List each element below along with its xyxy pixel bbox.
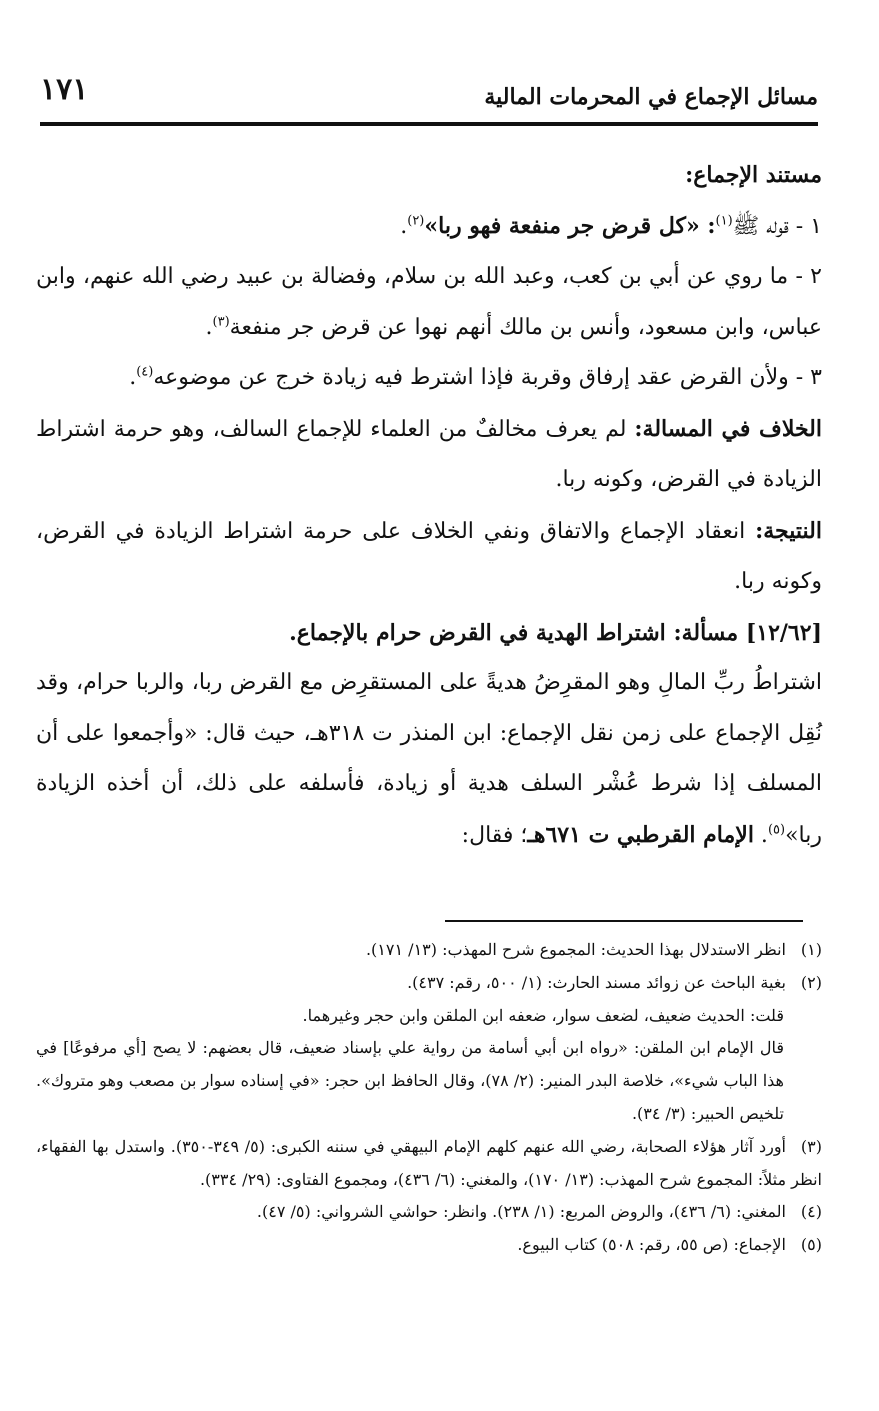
footnote-2-note (36, 1000, 822, 1033)
evidence-item-1 (36, 201, 822, 253)
footnote-rule (445, 920, 803, 922)
footnote-ref-5[interactable]: (٥) (767, 822, 786, 838)
issue-heading: [١٢/٦٢] مسألة: اشتراط الهدية في القرض حرام بالإجماع. (289, 619, 822, 646)
item-1-text: : «كل قرض جر منفعة فهو ربا» (424, 212, 716, 239)
footnote-number: (٤) (800, 1202, 822, 1222)
footnote-number: (١) (800, 940, 822, 959)
footnote-3 (36, 1131, 822, 1197)
dispute-label: الخلاف في المسالة: (634, 415, 822, 442)
result-label: النتيجة: (755, 517, 822, 544)
footnote-ref-3[interactable]: (٣) (212, 314, 230, 330)
footnote-ref-2[interactable]: (٢) (407, 213, 425, 229)
page-number: ١٧١ (40, 72, 89, 107)
item-1-end: . (400, 213, 408, 239)
main-text (36, 150, 822, 861)
dispute-paragraph (36, 404, 822, 506)
item-1-prefix: ١ - قوله ﷺ (732, 213, 822, 239)
result-text: انعقاد الإجماع والاتفاق ونفي الخلاف على حرمة اشتراط الزيادة في القرض، وكونه ربا. (36, 518, 822, 594)
footnote-number: (٣) (800, 1136, 822, 1156)
result-paragraph (36, 506, 822, 608)
section-heading: مستند الإجماع: (685, 162, 822, 188)
issue-text: اشتراطُ ربِّ المالِ وهو المقرِضُ هديةً على المستقرِض مع القرض ربا، والربا حرام، وقد نُقِل الإجماع على زمن نقل الإجماع: ابن المنذر ت ٣١٨هـ، حيث قال: «وأجمعوا على أن المسلف إذا شرط عُشْر السلف هدية أو زيادة، فأسلفه على ذلك، أن أخذه الزيادة ربا» (36, 670, 822, 848)
footnote-1 (36, 934, 822, 967)
item-2-text: ٢ - ما روي عن أبي بن كعب، وعبد الله بن سلام، وفضالة بن عبيد رضي الله عنهم، وابن عباس، وابن مسعود، وأنس بن مالك أنهم نهوا عن قرض جر منفعة (36, 264, 822, 340)
evidence-item-2 (36, 252, 822, 353)
issue-tail: ؛ فقال: (461, 822, 528, 848)
footnote-4 (36, 1196, 822, 1229)
qurtubi-name: الإمام القرطبي ت ٦٧١هـ (527, 821, 754, 848)
footnote-ref-4[interactable]: (٤) (136, 364, 154, 380)
footnote-text: انظر الاستدلال بهذا الحديث: المجموع شرح المهذب: (١٣/ ١٧١). (365, 940, 786, 959)
issue-paragraph (36, 658, 822, 861)
footnote-number: (٢) (800, 972, 822, 992)
footnote-text: الإجماع: (ص ٥٥، رقم: ٥٠٨) كتاب البيوع. (517, 1235, 786, 1255)
footnote-text: المغني: (٦/ ٤٣٦)، والروض المربع: (١/ ٢٣٨). وانظر: حواشي الشرواني: (٥/ ٤٧). (256, 1202, 786, 1222)
footnote-5 (36, 1229, 822, 1262)
footnote-text: بغية الباحث عن زوائد مسند الحارث: (١/ ٥٠٠، رقم: ٤٣٧). (407, 972, 786, 992)
issue-text-end: . (753, 822, 768, 848)
footnote-2 (36, 967, 822, 1000)
dispute-text: لم يعرف مخالفٌ من العلماء للإجماع السالف، وهو حرمة اشتراط الزيادة في القرض، وكونه ربا. (36, 416, 822, 492)
footnote-text: قال الإمام ابن الملقن: «رواه ابن أبي أسامة من رواية علي بإسناد ضعيف، قال بعضهم: لا يصح [أي مرفوعًا] في هذا الباب شيء»، خلاصة البدر المنير: (٢/ ٧٨)، وقال الحافظ ابن حجر: «في إسناده سوار بن مصعب وهو متروك». تلخيص الحبير: (٣/ ٣٤). (36, 1038, 784, 1123)
item-3-text: ٣ - ولأن القرض عقد إرفاق وقربة فإذا اشترط فيه زيادة خرج عن موضوعه (153, 365, 822, 390)
header-rule (40, 122, 818, 126)
footnote-text: قلت: الحديث ضعيف، لضعف سوار، ضعفه ابن الملقن وابن حجر وغيرهما. (302, 1005, 784, 1025)
footnote-ref-1[interactable]: (١) (715, 213, 733, 229)
page-header (40, 72, 818, 130)
evidence-item-3 (36, 353, 822, 404)
item-2-end: . (205, 314, 213, 340)
footnote-2-quote (36, 1032, 822, 1130)
footnote-text: أورد آثار هؤلاء الصحابة، رضي الله عنهم كلهم الإمام البيهقي في سننه الكبرى: (٥/ ٣٤٩-٣٥٠). واستدل بها الفقهاء، انظر مثلاً: المجموع شرح المهذب: (١٣/ ١٧٠)، والمغني: (٦/ ٤٣٦)، ومجموع الفتاوى: (٢٩/ ٣٣٤). (36, 1136, 822, 1189)
item-3-end: . (129, 365, 137, 390)
running-title: مسائل الإجماع في المحرمات المالية (484, 84, 818, 110)
footnotes (36, 934, 822, 1262)
footnote-number: (٥) (800, 1235, 822, 1255)
